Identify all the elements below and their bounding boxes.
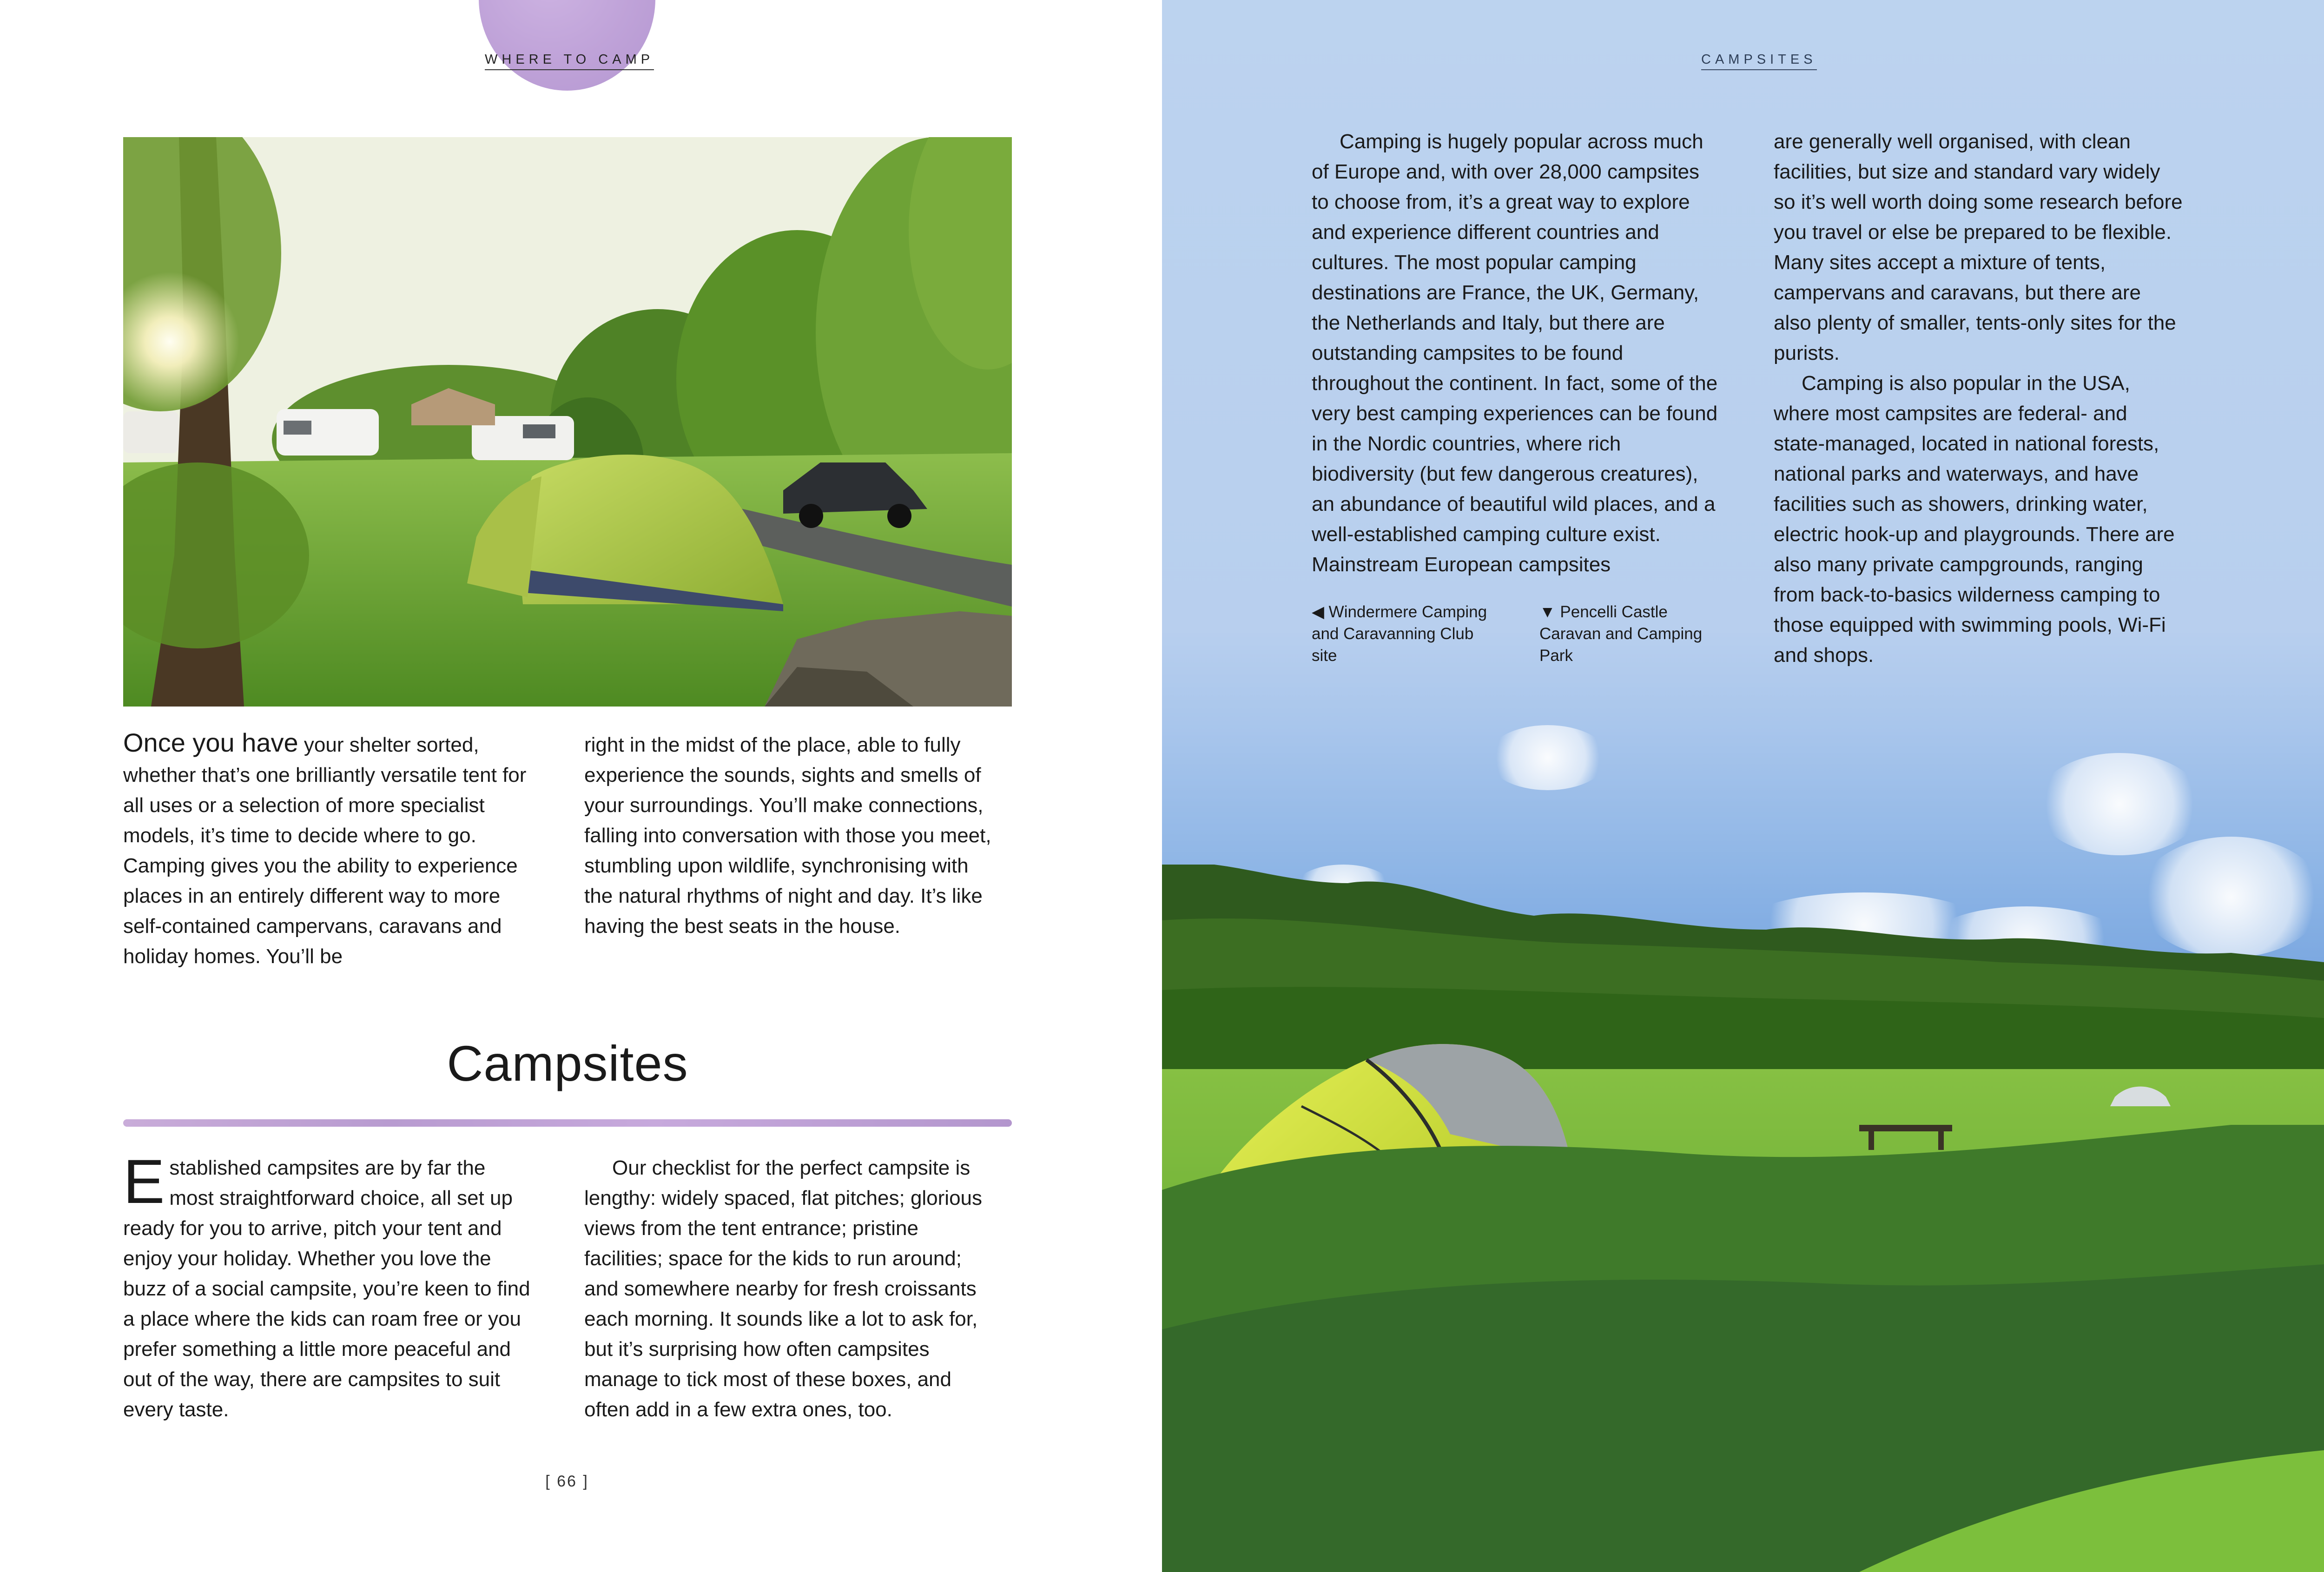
caption-windermere [1312, 601, 1498, 667]
photo-windermere-campsite [123, 137, 1012, 707]
body-column-1 [123, 1147, 532, 1425]
right-paragraph-1: Camping is hugely popular across much of Europe and, with over 28,000 campsites to choose from, it’s a great way to explore and experience different countries and cultures. The most popular camping destinations are France, the UK, Germany, the Netherlands and Italy, but there are outstanding campsites to be found throughout the continent. In fact, some of the very best camping experiences can be found in the Nordic countries, where rich biodiversity (but few dangerous creatures), an abundance of beautiful wild places, and a well-established camping culture exist. Mainstream European campsites [1312, 130, 1718, 576]
caption-windermere-text: Windermere Camping and Caravanning Club site [1312, 603, 1487, 665]
right-paragraph-2: are generally well organised, with clean facilities, but size and standard vary widely so it’s well worth doing some research before you travel or else be prepared to be flexible. Many sites accept a mixture of tents, campervans and caravans, but there are also plenty of smaller, tents-only sites for the purists. [1774, 130, 2183, 364]
caption-arrow-down-icon: ▼ [1539, 603, 1556, 621]
intro-col1-text: your shelter sorted, whether that’s one brilliantly versatile tent for all uses or a selection of more specialist models, it’s time to decide where to go. Camping gives you the ability to experience places in an entirely different way to more self-contained campervans, caravans and holiday homes. You’ll be [123, 733, 527, 968]
intro-lead-in: Once you have [123, 728, 298, 757]
running-head-right: CAMPSITES [1701, 52, 1817, 70]
page-number: [ 66 ] [545, 1473, 589, 1490]
right-page [1162, 0, 2324, 1572]
section-title-rule [123, 1119, 1012, 1127]
body-paragraph-2: Our checklist for the perfect campsite is lengthy: widely spaced, flat pitches; glorious views from the tent entrance; pristine facilities; space for the kids to run around; and somewhere nearby for fresh croissants each morning. It sounds like a lot to ask for, but it’s surprising how often campsites manage to tick most of these boxes, and often add in a few extra ones, too. [584, 1156, 983, 1421]
cloud [1487, 725, 1608, 790]
caption-arrow-left-icon: ◀ [1312, 603, 1324, 621]
campsite-photo-illustration [123, 137, 1012, 707]
intro-paragraph-part-2: right in the midst of the place, able to fully experience the sounds, sights and smells of your surroundings. You’ll make connections, falling into conversation with those you meet, stumbling upon wildlife, synchronising with the natural rhythms of night and day. It’s like having the best seats in the house. [584, 733, 991, 938]
section-title: Campsites [447, 1035, 688, 1091]
cloud [2036, 753, 2203, 855]
running-head-left: WHERE TO CAMP [485, 52, 654, 70]
meadow-tent-photo-illustration [1162, 865, 2324, 1572]
decorative-purple-blot [479, 0, 655, 91]
intro-column-2 [584, 730, 993, 941]
body-col1-text: stablished campsites are by far the most straightforward choice, all set up ready for you to arrive, pitch your tent and enjoy your holiday. Whether you love the buzz of a social campsite, you’re keen to find a place where the kids can roam free or you prefer something a little more peaceful and out of the way, there are campsites to suit every taste. [123, 1156, 530, 1421]
drop-cap: E [123, 1147, 165, 1216]
caption-pencelli [1539, 601, 1716, 667]
intro-column-1 [123, 727, 532, 971]
body-paragraph-1 [123, 1147, 532, 1425]
caption-pencelli-text: Pencelli Castle Caravan and Camping Park [1539, 603, 1703, 665]
right-paragraph-3: Camping is also popular in the USA, where most campsites are federal- and state-managed, located in national forests, national parks and waterways, and have facilities such as showers, drinking water, electric hook-up and playgrounds. There are also many private campgrounds, ranging from back-to-basics wilderness camping to those equipped with swimming pools, Wi-Fi and shops. [1774, 372, 2175, 667]
right-column-1 [1312, 126, 1721, 580]
intro-paragraph-part-1 [123, 727, 532, 971]
body-column-2 [584, 1153, 993, 1425]
right-column-2 [1774, 126, 2183, 670]
